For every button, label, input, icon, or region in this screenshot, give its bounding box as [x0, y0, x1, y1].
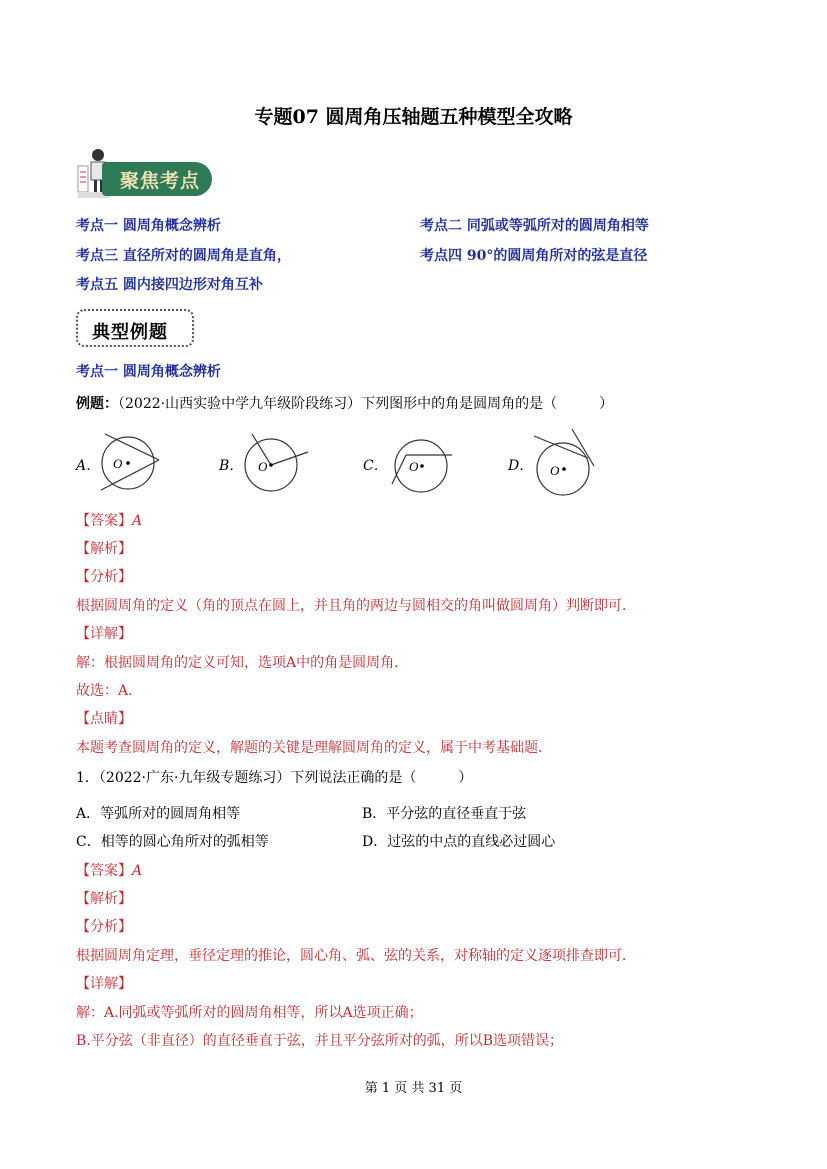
example-xiangjie-tag: 【详解】	[76, 626, 132, 642]
example-xiangjie: 解：根据圆周角的定义可知，选项A中的角是圆周角．	[76, 655, 409, 671]
q1-jiexi-tag: 【解析】	[76, 891, 132, 907]
option-c-label: C．	[363, 458, 388, 474]
q1-fenxi: 根据圆周角定理，垂径定理的推论，圆心角、弧、弦的关系，对称轴的定义逐项排查即可．	[76, 948, 636, 964]
example-answer	[76, 510, 142, 530]
figure-d	[528, 426, 600, 496]
page-footer: 第 1 页 共 31 页	[364, 1081, 463, 1096]
page-title: 专题07 圆周角压轴题五种模型全攻略	[254, 106, 573, 128]
example-dianjing: 本题考查圆周角的定义，解题的关键是理解圆周角的定义，属于中考基础题．	[76, 740, 552, 756]
example-question	[76, 393, 613, 413]
kaodian-1: 考点一 圆周角概念辨析	[76, 218, 221, 234]
example-jiexi-tag: 【解析】	[76, 541, 132, 557]
center-label-a: O	[113, 456, 123, 471]
option-b-label: B．	[219, 458, 244, 474]
q1-answer	[76, 860, 142, 880]
answer-value: A	[132, 513, 143, 529]
example-text: （2022·山西实验中学九年级阶段练习）下列图形中的角是圆周角的是（ ）	[118, 396, 614, 412]
kaodian-2: 考点二 同弧或等弧所对的圆周角相等	[420, 218, 649, 234]
center-label-d: O	[550, 463, 560, 478]
example-fenxi-tag: 【分析】	[76, 569, 132, 585]
q1-option-b: B．平分弦的直径垂直于弦	[362, 806, 527, 822]
q1-answer-value: A	[132, 863, 143, 879]
center-label-c: O	[409, 459, 419, 474]
section-box-label: 典型例题	[92, 322, 168, 343]
q1-xiangjie-tag: 【详解】	[76, 976, 132, 992]
q1-detail-line2: B.平分弦（非直径）的直径垂直于弦，并且平分弦所对的弧，所以B选项错误；	[76, 1033, 564, 1049]
banner-label: 聚焦考点	[120, 170, 201, 192]
figure-b	[238, 430, 310, 494]
example-fenxi: 根据圆周角的定义（角的顶点在圆上，并且角的两边与圆相交的角叫做圆周角）判断即可．	[76, 598, 636, 614]
q1-option-a: A．等弧所对的圆周角相等	[76, 806, 241, 822]
q1-text: 1．（2022·广东·九年级专题练习）下列说法正确的是（ ）	[76, 770, 473, 786]
kaodian-5: 考点五 圆内接四边形对角互补	[76, 277, 263, 293]
q1-answer-tag: 【答案】	[76, 863, 132, 879]
section-box	[76, 309, 194, 347]
option-d-label: D．	[508, 458, 534, 474]
q1-detail-line1: 解：A.同弧或等弧所对的圆周角相等，所以A选项正确；	[76, 1005, 423, 1021]
figure-c	[382, 430, 454, 494]
q1-option-d: D．过弦的中点的直线必过圆心	[362, 834, 556, 850]
kaodian-4: 考点四 90°的圆周角所对的弦是直径	[420, 248, 648, 264]
q1-fenxi-tag: 【分析】	[76, 919, 132, 935]
kaodian-3: 考点三 直径所对的圆周角是直角，	[76, 248, 291, 264]
example-guxuan: 故选：A．	[76, 683, 143, 699]
q1-option-c: C．相等的圆心角所对的弧相等	[76, 834, 269, 850]
section1-heading: 考点一 圆周角概念辨析	[76, 364, 221, 380]
example-label: 例题：	[76, 396, 118, 412]
center-label-b: O	[258, 459, 268, 474]
example-dianjing-tag: 【点睛】	[76, 711, 132, 727]
focus-banner	[74, 146, 214, 202]
figure-a	[95, 430, 165, 494]
answer-tag: 【答案】	[76, 513, 132, 529]
option-a-label: A．	[76, 458, 101, 474]
